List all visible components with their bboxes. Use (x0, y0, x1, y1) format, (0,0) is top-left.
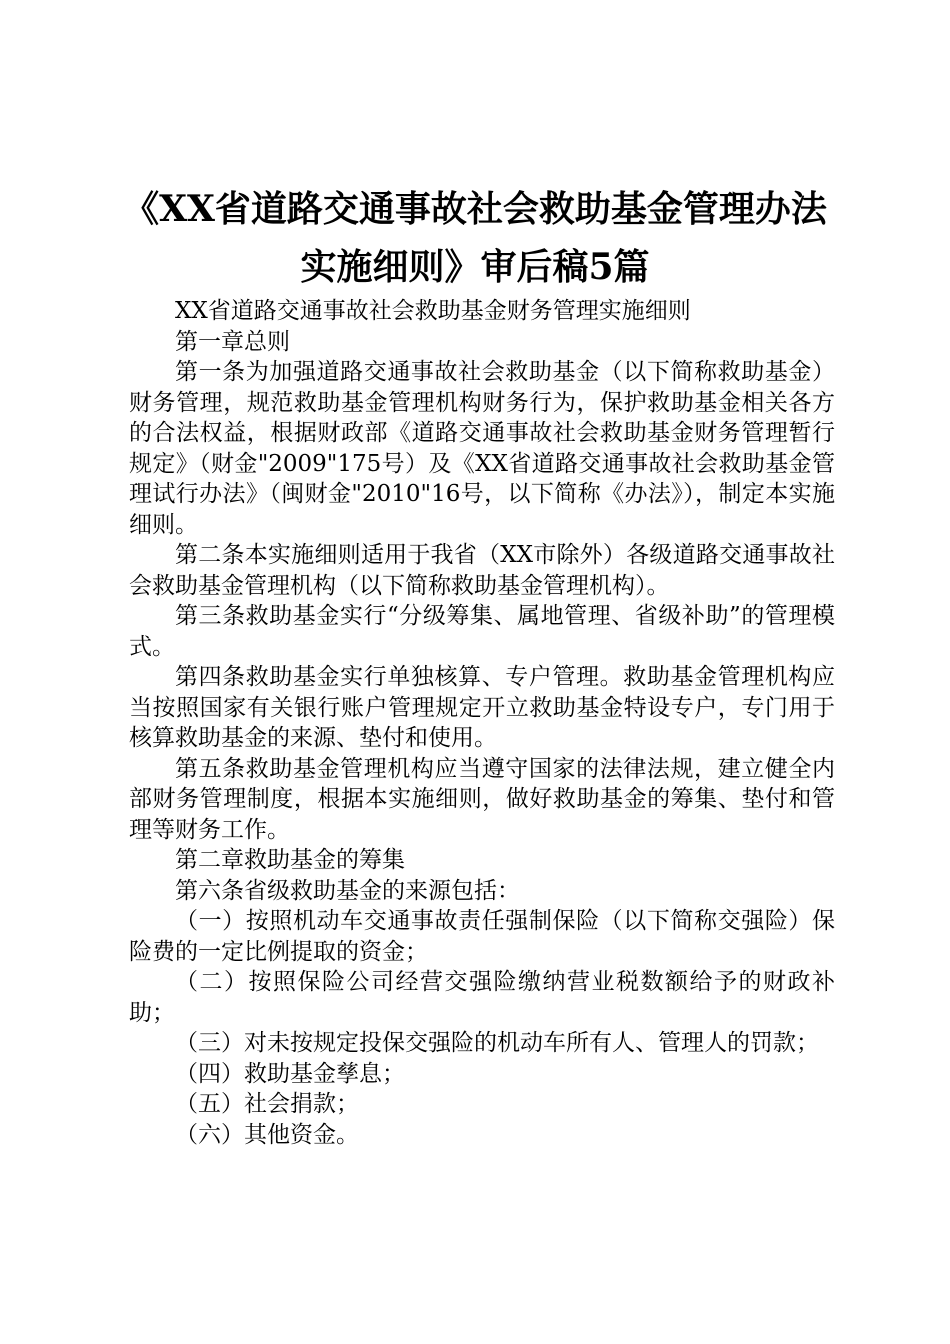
paragraph-chapter-2-heading: 第二章救助基金的筹集 (175, 847, 405, 873)
paragraph-article-6: 第六条省级救助基金的来源包括： (175, 877, 520, 904)
document-title-line-2: 实施细则》审后稿5篇 (300, 246, 650, 288)
list-item-6: （六）其他资金。 (175, 1121, 359, 1148)
paragraph-chapter-1-heading: 第一章总则 (175, 328, 290, 355)
list-item-3: （三）对未按规定投保交强险的机动车所有人、管理人的罚款； (175, 1030, 819, 1056)
document-body (129, 296, 835, 1150)
list-item-4: （四）救助基金孳息； (175, 1060, 405, 1087)
paragraph-article-1: 第一条为加强道路交通事故社会救助基金（以下简称救助基金）财务管理，规范救助基金管理机构财务行为，保护救助基金相关各方的合法权益，根据财政部《道路交通事故社会救助基金财务管理暂行规定》（财金"2009"175号）及《XX省道路交通事故社会救助基金管理试行办法》（闽财金"2010"16号，以下简称《办法》），制定本实施细则。 (129, 359, 835, 538)
paragraph-article-3: 第三条救助基金实行“分级筹集、属地管理、省级补助”的管理模式。 (129, 603, 835, 660)
list-item-1: （一）按照机动车交通事故责任强制保险（以下简称交强险）保险费的一定比例提取的资金； (129, 908, 835, 965)
paragraph-article-4: 第四条救助基金实行单独核算、专户管理。救助基金管理机构应当按照国家有关银行账户管理规定开立救助基金特设专户，专门用于核算救助基金的来源、垫付和使用。 (129, 664, 835, 751)
list-item-2: （二）按照保险公司经营交强险缴纳营业税数额给予的财政补助； (129, 969, 835, 1026)
list-item-5: （五）社会捐款； (175, 1091, 359, 1117)
document-title-line-1: 《XX省道路交通事故社会救助基金管理办法 (123, 188, 827, 230)
paragraph-article-2: 第二条本实施细则适用于我省（XX市除外）各级道路交通事故社会救助基金管理机构（以下简称救助基金管理机构）。 (129, 542, 835, 599)
paragraph-article-5: 第五条救助基金管理机构应当遵守国家的法律法规，建立健全内部财务管理制度，根据本实施细则，做好救助基金的筹集、垫付和管理等财务工作。 (129, 755, 835, 843)
paragraph-subtitle: XX省道路交通事故社会救助基金财务管理实施细则 (175, 298, 691, 324)
